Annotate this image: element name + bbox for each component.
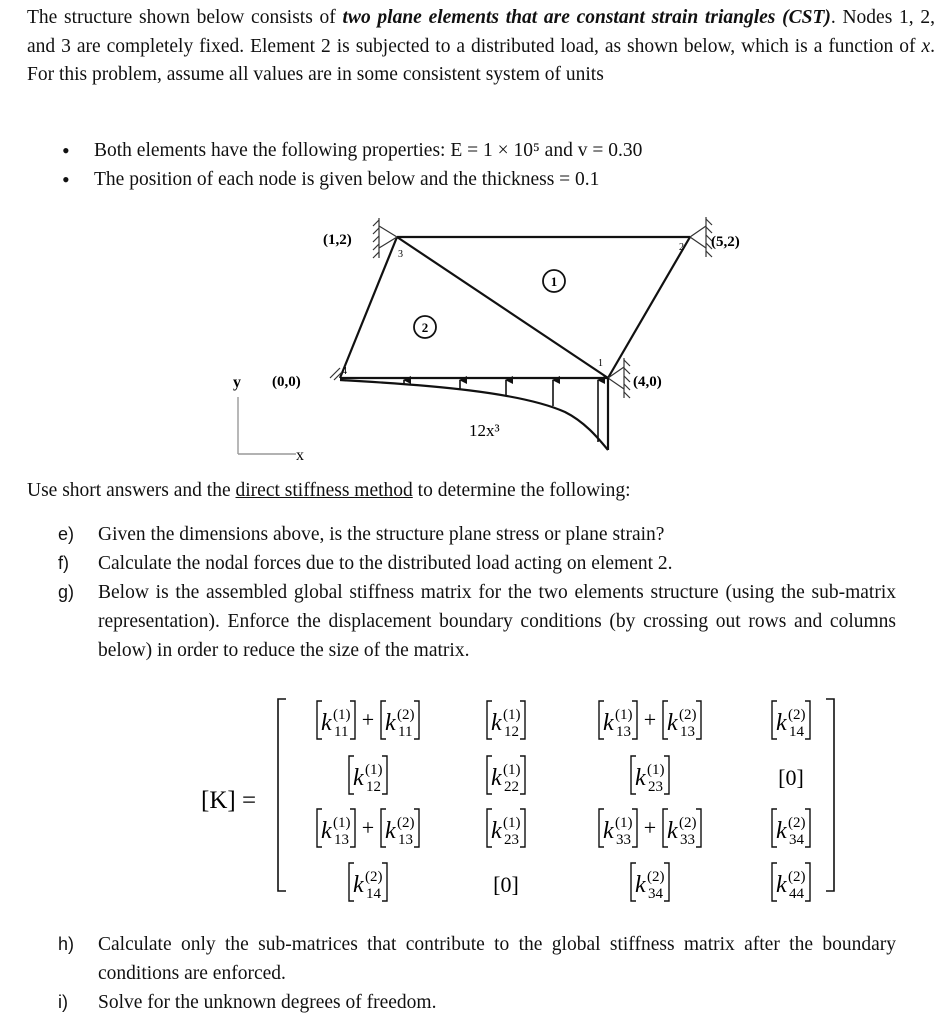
question-text: Solve for the unknown degrees of freedom. [98,992,437,1013]
entry-superscript: (1) [503,762,521,778]
entry-plus: + [643,815,657,840]
entry-subscript: 22 [504,779,519,795]
entry-subscript: 13 [680,724,695,740]
entry-bracket-right [664,756,669,794]
coord-node-3: (1,2) [323,232,352,248]
matrix-entry [772,701,810,740]
question-text: Calculate only the sub-matrices that contribute to the global stiffness matrix after the boundary conditions are enforced. [98,934,896,984]
load-label: 12x³ [469,421,500,440]
question-text: Calculate the nodal forces due to the distributed load acting on element 2. [98,553,673,574]
bullet-dot-icon: • [62,138,70,163]
instruction-underlined: direct stiffness method [235,480,413,501]
question-h [58,930,938,990]
matrix-entry [487,809,525,848]
entry-superscript: (1) [647,762,665,778]
matrix-entry [493,872,519,897]
entry-bracket-right [805,809,810,847]
question-i [58,988,938,1018]
question-text: Given the dimensions above, is the structure plane stress or plane strain? [98,524,665,545]
entry-superscript: (2) [679,815,697,831]
entry-bracket-right [350,809,355,847]
coord-node-2: (5,2) [711,234,740,250]
entry-zero: [0] [493,872,519,897]
entry-bracket-right [382,863,387,901]
entry-superscript: (1) [615,815,633,831]
fixed-support-node-2-icon [690,217,712,257]
node-2-number: 2 [679,242,684,253]
entry-symbol: k [385,818,396,844]
axis-x-label: x [296,447,304,464]
coord-node-4: (0,0) [272,374,301,390]
instruction-line [27,477,630,505]
entry-subscript: 12 [504,724,519,740]
intro-variable-x: x [921,35,931,57]
entry-bracket-right [664,863,669,901]
entry-symbol: k [776,710,787,736]
entry-symbol: k [667,710,678,736]
entry-symbol: k [603,710,614,736]
entry-subscript: 13 [616,724,631,740]
entry-subscript: 13 [334,832,349,848]
coord-node-1: (4,0) [633,374,662,390]
entry-symbol: k [667,818,678,844]
entry-subscript: 23 [504,832,519,848]
matrix-entry [317,701,419,740]
question-label: h) [58,934,75,954]
edge-3-4 [340,237,397,378]
entry-superscript: (1) [333,707,351,723]
entry-bracket-right [632,809,637,847]
matrix-right-bracket [826,699,834,891]
matrix-entry [599,701,701,740]
entry-subscript: 14 [366,886,381,902]
question-g [58,578,938,668]
edge-2-1 [608,237,690,378]
element-1-label: 1 [550,274,558,289]
entry-superscript: (2) [365,869,383,885]
entry-superscript: (1) [365,762,383,778]
entry-zero: [0] [778,765,804,790]
entry-plus: + [361,815,375,840]
entry-superscript: (1) [503,707,521,723]
entry-symbol: k [321,818,332,844]
entry-symbol: k [635,872,646,898]
entry-symbol: k [321,710,332,736]
entry-subscript: 34 [648,886,663,902]
matrix-entry [599,809,701,848]
entry-superscript: (2) [788,869,806,885]
entry-symbol: k [385,710,396,736]
question-label: i) [58,992,68,1012]
intro-text-2: . Nodes 1, 2, and 3 are completely fixed. Element 2 is subjected to a distributed load, as shown below, which is a function of [27,7,935,57]
entry-superscript: (2) [788,707,806,723]
entry-symbol: k [635,765,646,791]
entry-bracket-right [696,809,701,847]
question-e [58,520,938,550]
entry-superscript: (2) [679,707,697,723]
matrix-left-bracket [278,699,286,891]
entry-subscript: 14 [789,724,804,740]
matrix-entry [349,863,387,902]
node-1-number: 1 [598,358,603,369]
load-arrows [404,380,598,442]
matrix-entry [772,809,810,848]
entry-superscript: (2) [397,815,415,831]
intro-text-3: . For this problem, assume all values are in some consistent system of units [27,35,935,86]
entry-bracket-right [414,809,419,847]
fixed-support-node-3-icon [373,218,397,258]
matrix-entry [772,863,810,902]
entry-subscript: 11 [398,724,413,740]
entry-plus: + [361,707,375,732]
entry-symbol: k [491,765,502,791]
axis-y-label: y [233,374,241,391]
matrix-entry [487,756,525,795]
bullet-text: The position of each node is given below and the thickness = 0.1 [94,169,600,190]
edge-3-1 [397,237,608,378]
instruction-text-1: Use short answers and the [27,480,236,501]
entry-symbol: k [776,818,787,844]
entry-plus: + [643,707,657,732]
entry-superscript: (2) [788,815,806,831]
structure-figure [0,0,951,470]
entry-symbol: k [603,818,614,844]
entry-subscript: 33 [616,832,631,848]
question-f [58,549,938,579]
entry-superscript: (1) [503,815,521,831]
intro-text-1: The structure shown below consists of [27,7,343,28]
entry-bracket-right [414,701,419,739]
entry-superscript: (2) [647,869,665,885]
fixed-support-node-1-icon [608,358,630,398]
entry-bracket-right [805,863,810,901]
matrix-entry [631,756,669,795]
question-label: e) [58,524,75,544]
entry-bracket-right [520,756,525,794]
entry-bracket-right [696,701,701,739]
entry-symbol: k [491,818,502,844]
matrix-entry [349,756,387,795]
entry-subscript: 44 [789,886,804,902]
matrix-entry [778,765,804,790]
entry-bracket-right [632,701,637,739]
entry-superscript: (1) [615,707,633,723]
entry-bracket-right [520,701,525,739]
entry-symbol: k [353,872,364,898]
entry-superscript: (1) [333,815,351,831]
bullet-text: Both elements have the following properties: E = 1 × 10⁵ and v = 0.30 [94,140,643,161]
entry-symbol: k [491,710,502,736]
matrix-entry [487,701,525,740]
entry-bracket-right [350,701,355,739]
question-text: Below is the assembled global stiffness matrix for the two elements structure (using the sub-matrix representation). Enforce the displacement boundary conditions (by crossing out rows and columns below) in order to reduce the size of the matrix. [98,582,896,661]
question-label: f) [58,553,69,573]
entry-symbol: k [776,872,787,898]
entry-bracket-right [520,809,525,847]
entry-superscript: (2) [397,707,415,723]
intro-emphasis: two plane elements that are constant strain triangles (CST) [342,7,831,28]
matrix-entry [317,809,419,848]
question-label: g) [58,582,75,602]
entry-bracket-right [382,756,387,794]
bullet-dot-icon: • [62,167,70,192]
stiffness-matrix [0,680,951,910]
matrix-lhs: [K] = [201,787,257,814]
entry-subscript: 23 [648,779,663,795]
entry-subscript: 11 [334,724,349,740]
entry-subscript: 33 [680,832,695,848]
entry-subscript: 34 [789,832,804,848]
node-3-number: 3 [398,249,403,260]
element-2-label: 2 [421,320,429,335]
node-4-number: 4 [342,366,347,377]
matrix-cells [317,701,810,902]
entry-bracket-right [805,701,810,739]
matrix-entry [631,863,669,902]
entry-subscript: 13 [398,832,413,848]
entry-subscript: 12 [366,779,381,795]
entry-symbol: k [353,765,364,791]
instruction-text-2: to determine the following: [412,480,631,501]
